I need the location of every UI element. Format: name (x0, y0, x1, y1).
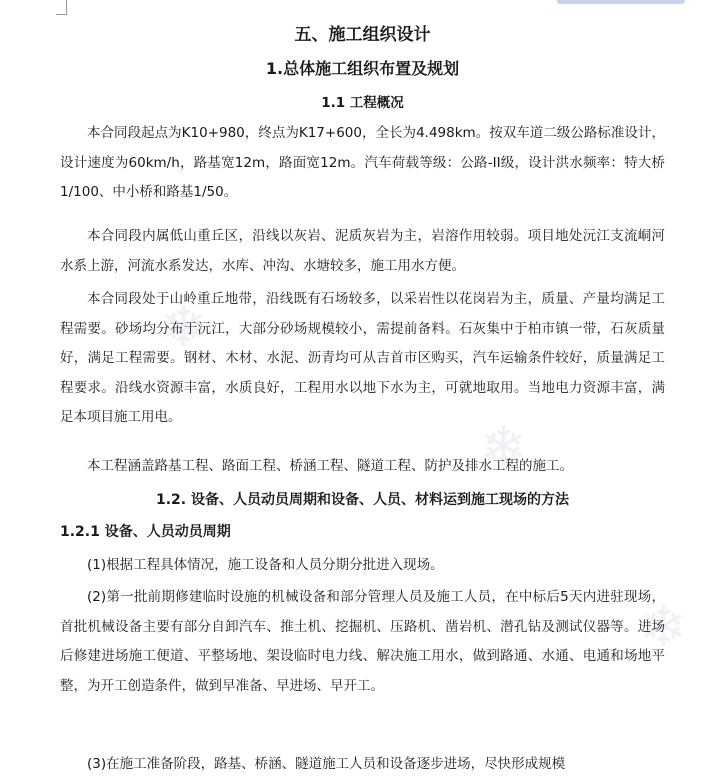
section-title: 1.总体施工组织布置及规划 (265, 59, 460, 78)
snowflake-watermark-icon: ❄ (480, 415, 527, 480)
paragraph-mobilization-2: (2)第一批前期修建临时设施的机械设备和部分管理人员及施工人员，在中标后5天内进驻现场，首批机械设备主要有部分自卸汽车、推土机、挖掘机、压路机、凿岩机、潜孔钻及测试仪器等。进场后修建进场施工便道、平整场地、架设临时电力线、解决施工用水，做到路通、水通、电通和场地平整，为开工创造条件，做到早准备、早进场、早开工。 (60, 589, 665, 694)
subsection-title-1-2-1: 1.2.1 设备、人员动员周期 (60, 524, 231, 540)
paragraph-mobilization-3: (3)在施工准备阶段，路基、桥涵、隧道施工人员和设备逐步进场，尽快形成规模 (87, 756, 566, 772)
paragraph-terrain: 本合同段内属低山重丘区，沿线以灰岩、泥质灰岩为主，岩溶作用较弱。项目地处沅江支流峒河水系上游，河流水系发达，水库、冲沟、水塘较多，施工用水方便。 (60, 228, 665, 274)
paragraph-scope: 本工程涵盖路基工程、路面工程、桥涵工程、隧道工程、防护及排水工程的施工。 (87, 458, 573, 474)
page-corner-mark (56, 0, 67, 15)
subsection-title-1-1: 1.1 工程概况 (321, 95, 404, 111)
watermark-strip (557, 0, 685, 4)
snowflake-watermark-icon: ❄ (160, 295, 207, 360)
section-title-1-2: 1.2. 设备、人员动员周期和设备、人员、材料运到施工现场的方法 (156, 492, 569, 508)
chapter-title: 五、施工组织设计 (294, 25, 431, 45)
paragraph-project-overview: 本合同段起点为K10+980，终点为K17+600，全长为4.498km。按双车道二级公路标准设计，设计速度为60km/h，路基宽12m，路面宽12m。汽车荷载等级：公路-II级，设计洪水频率：特大桥1/100、中小桥和路基1/50。 (60, 125, 665, 200)
snowflake-watermark-icon: ❄ (640, 595, 687, 660)
paragraph-mobilization-1: (1)根据工程具体情况，施工设备和人员分期分批进入现场。 (87, 557, 444, 573)
paragraph-materials: 本合同段处于山岭重丘地带，沿线既有石场较多，以采岩性以花岗岩为主，质量、产量均满足工程需要。砂场均分布于沅江，大部分砂场规模较小，需提前备料。石灰集中于柏市镇一带，石灰质量好，满足工程需要。钢材、木材、水泥、沥青均可从吉首市区购买，汽车运输条件较好，质量满足工程要求。沿线水资源丰富，水质良好，工程用水以地下水为主，可就地取用。当地电力资源丰富，满足本项目施工用电。 (60, 291, 665, 425)
